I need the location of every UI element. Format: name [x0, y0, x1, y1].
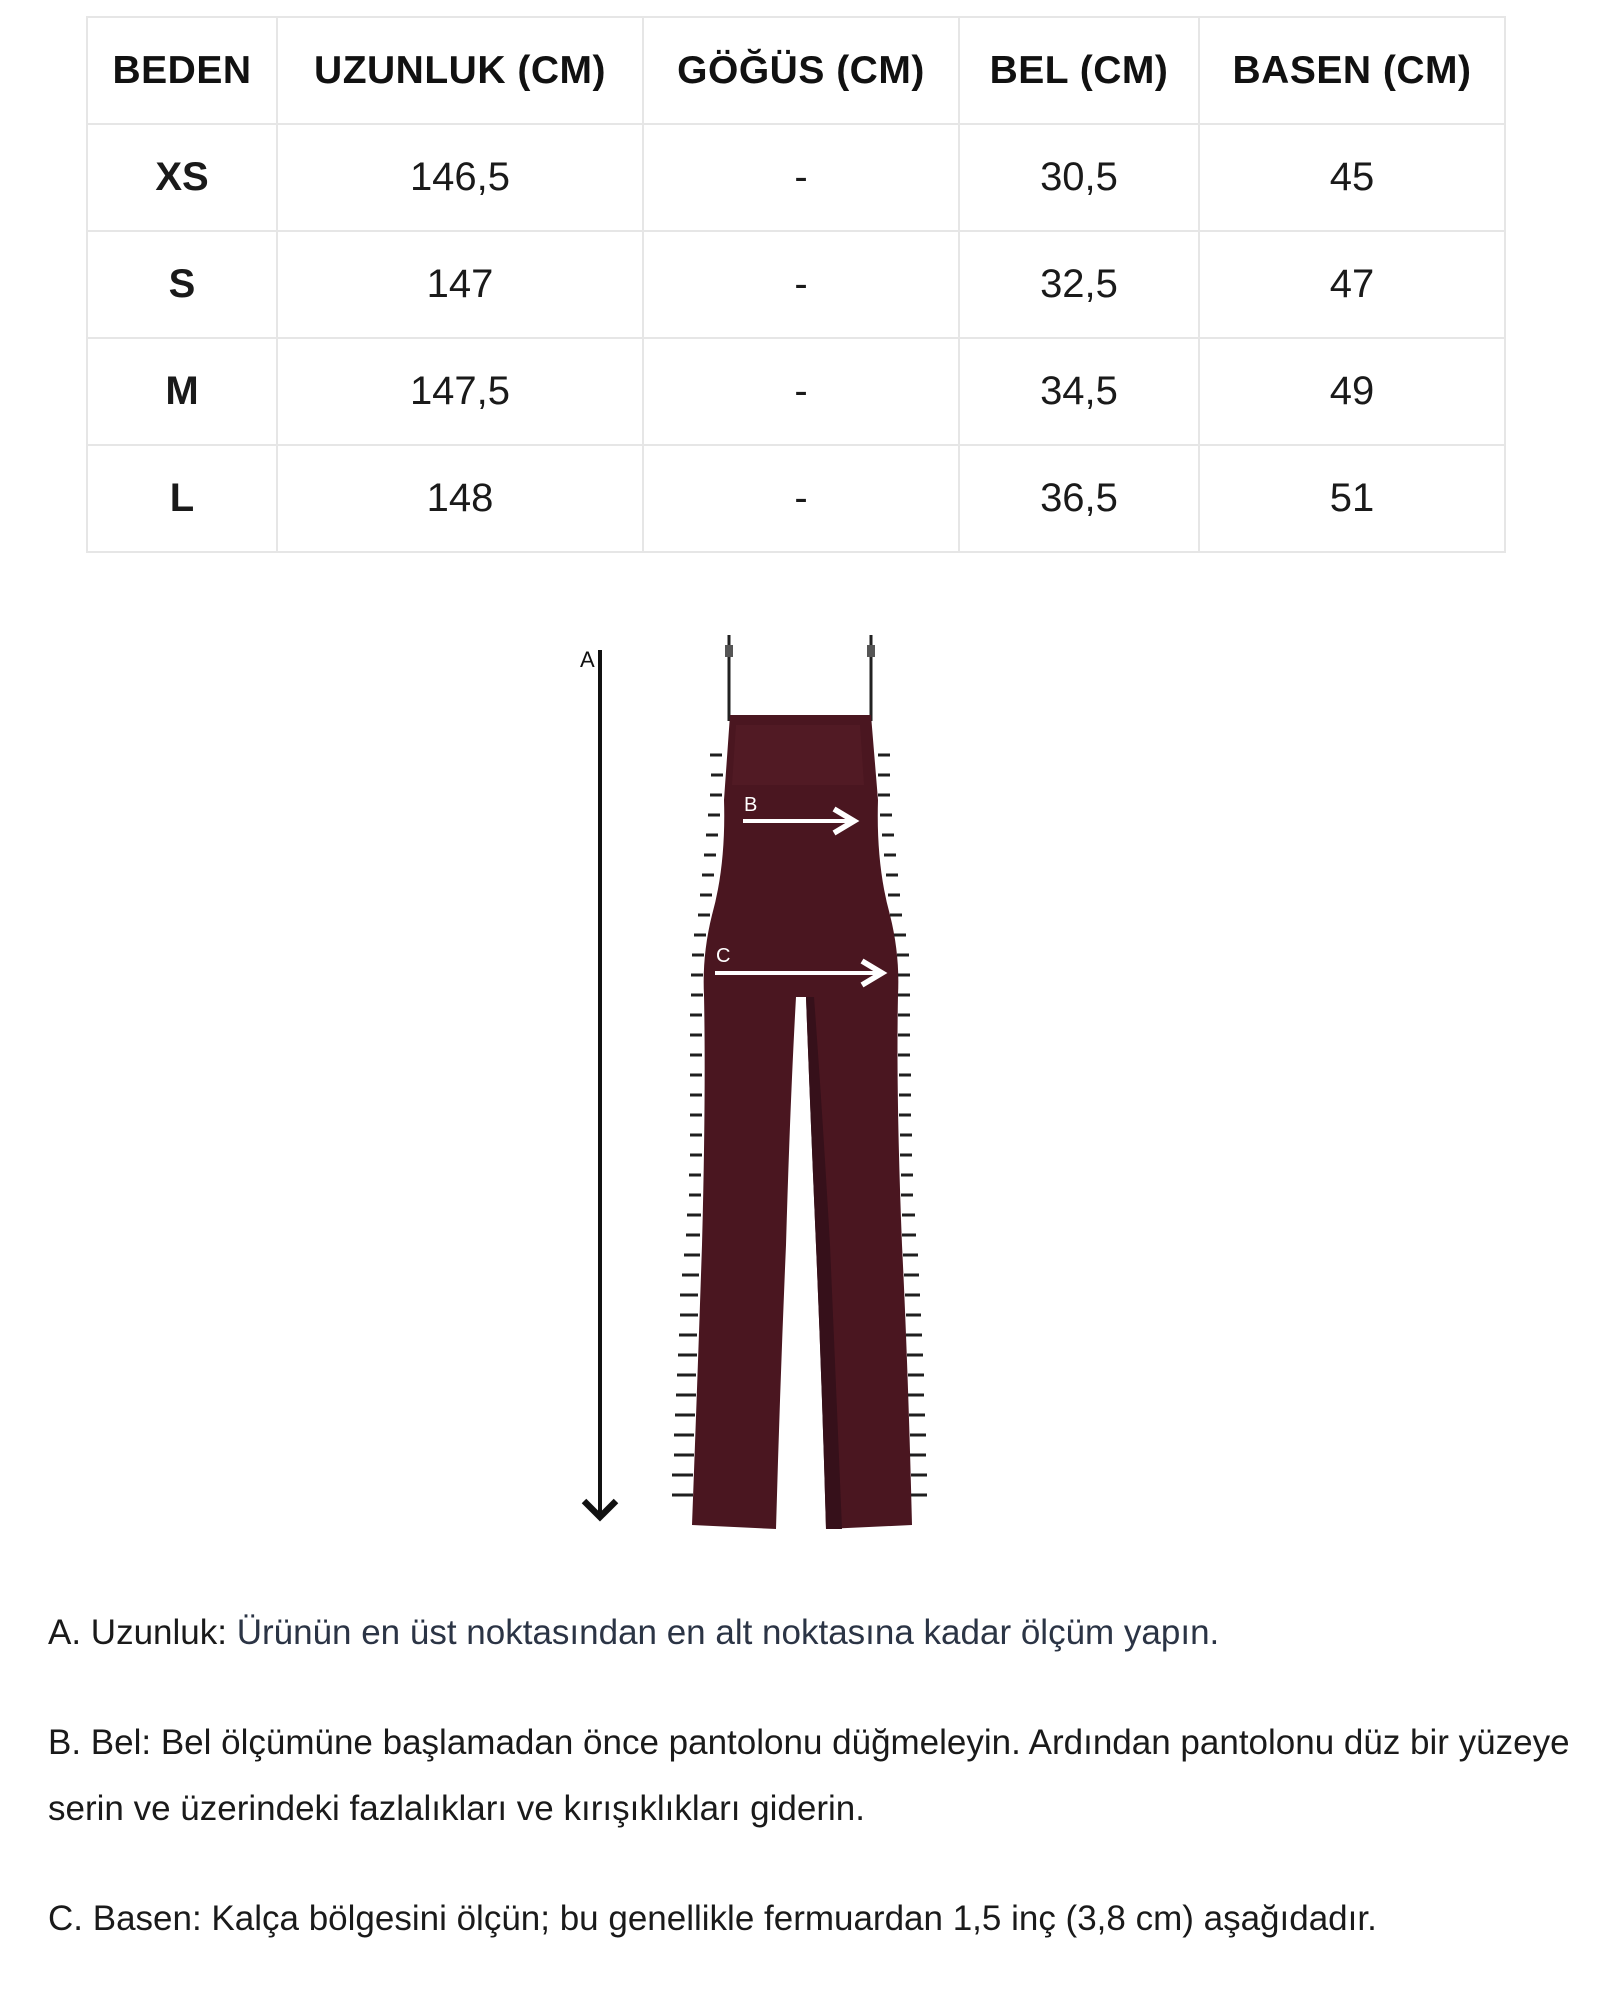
length-cell: 147,5: [277, 338, 643, 445]
chest-cell: -: [643, 338, 959, 445]
hip-cell: 47: [1199, 231, 1505, 338]
table-row: [87, 445, 1505, 552]
chest-cell: -: [643, 231, 959, 338]
label-a: A: [580, 647, 595, 672]
note-length: [48, 1600, 1578, 1666]
length-cell: 147: [277, 231, 643, 338]
measurement-notes: [48, 1600, 1578, 1952]
size-table: [86, 16, 1506, 553]
note-hip: [48, 1886, 1578, 1952]
right-strap-clip: [867, 645, 875, 657]
size-cell: M: [87, 338, 277, 445]
hip-cell: 51: [1199, 445, 1505, 552]
header-basen: BASEN (CM): [1199, 17, 1505, 124]
table-row: [87, 124, 1505, 231]
chest-cell: -: [643, 124, 959, 231]
size-cell: S: [87, 231, 277, 338]
waist-cell: 34,5: [959, 338, 1199, 445]
label-b: B: [744, 794, 758, 816]
hip-cell: 45: [1199, 124, 1505, 231]
label-c: C: [716, 945, 731, 967]
waist-cell: 36,5: [959, 445, 1199, 552]
waist-cell: 30,5: [959, 124, 1199, 231]
chest-cell: -: [643, 445, 959, 552]
header-bel: BEL (CM): [959, 17, 1199, 124]
left-strap-clip: [725, 645, 733, 657]
length-cell: 146,5: [277, 124, 643, 231]
header-uzunluk: UZUNLUK (CM): [277, 17, 643, 124]
waist-cell: 32,5: [959, 231, 1199, 338]
header-gogus: GÖĞÜS (CM): [643, 17, 959, 124]
note-hip-text: Kalça bölgesini ölçün; bu genellikle fermuardan 1,5 inç (3,8 cm) aşağıdadır.: [211, 1899, 1377, 1938]
note-hip-prefix: C. Basen:: [48, 1899, 212, 1938]
note-length-text: Ürünün en üst noktasından en alt noktasına kadar ölçüm yapın.: [236, 1613, 1220, 1652]
jumpsuit-highlight: [732, 725, 864, 785]
note-waist-text: Bel ölçümüne başlamadan önce pantolonu düğmeleyin. Ardından pantolonu düz bir yüzeye serin ve üzerindeki fazlalıkları ve kırışıklıkları giderin.: [48, 1723, 1570, 1828]
size-cell: XS: [87, 124, 277, 231]
hip-cell: 49: [1199, 338, 1505, 445]
note-length-prefix: A. Uzunluk:: [48, 1613, 237, 1652]
header-beden: BEDEN: [87, 17, 277, 124]
size-cell: L: [87, 445, 277, 552]
length-cell: 148: [277, 445, 643, 552]
note-waist-prefix: B. Bel:: [48, 1723, 161, 1762]
table-header-row: [87, 17, 1505, 124]
note-waist: [48, 1710, 1578, 1842]
table-row: [87, 231, 1505, 338]
table-row: [87, 338, 1505, 445]
jumpsuit-body: [692, 715, 912, 1529]
jumpsuit-measurement-figure: [560, 625, 960, 1545]
